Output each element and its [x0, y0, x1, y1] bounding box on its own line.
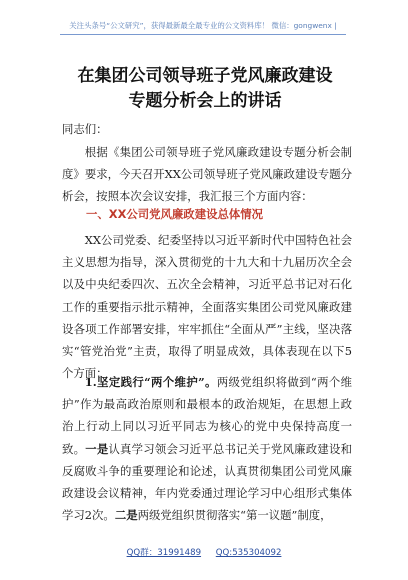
intro-paragraph: 根据《集团公司领导班子党风廉政建设专题分析会制度》要求，今天召开XX公司领导班子党风廉政建设专题分析会，按照本次会议安排，我汇报三个方面内容：	[62, 145, 352, 204]
footer-contacts	[0, 546, 408, 558]
item-paragraph	[62, 371, 352, 526]
item-title: 1.坚定践行“两个维护”。	[84, 375, 217, 389]
salutation: 同志们：	[62, 122, 108, 136]
qq-group-link[interactable]: QQ群：31991489	[126, 548, 202, 558]
point-two-label: 二是	[114, 508, 138, 523]
document-title: 在集团公司领导班子党风廉政建设专题分析会上的讲话	[77, 66, 333, 111]
section-heading: 一、XX公司党风廉政建设总体情况	[86, 207, 264, 221]
item-text: 两级党组织将做到“两个维护”作为最高政治原则和最根本的政治规矩，在思想上政治上行动上同以习近平同志为核心的党中央保持高度一致。	[62, 375, 352, 456]
qq-link[interactable]: QQ:535304092	[215, 548, 282, 558]
header-divider	[60, 34, 346, 35]
header-banner: 关注头条号“公文研究”，获得最新最全最专业的公文资料库！ 微信：gongwenx |	[69, 21, 337, 30]
overview-paragraph: XX公司党委、纪委坚持以习近平新时代中国特色社会主义思想为指导，深入贯彻党的十九大和十九届历次全会以及中央纪委四次、五次全会精神，习近平总书记对石化工作的重要指示批示精神，全面落实集团公司党风廉政建设各项工作部署安排，牢牢抓住“全面从严”主线，坚决落实“管党治党”主责，取得了明显成效，具体表现在以下5个方面：	[62, 233, 352, 381]
point-two-text: 两级党组织贯彻落实“第一议题”制度，	[137, 508, 332, 523]
point-one-text: 认真学习领会习近平总书记关于党风廉政建设和反腐败斗争的重要理论和论述，认真贯彻集团公司党风廉政建设会议精神，年内党委通过理论学习中心组形式集体学习2次。	[62, 441, 352, 523]
point-one-label: 一是	[85, 441, 109, 456]
